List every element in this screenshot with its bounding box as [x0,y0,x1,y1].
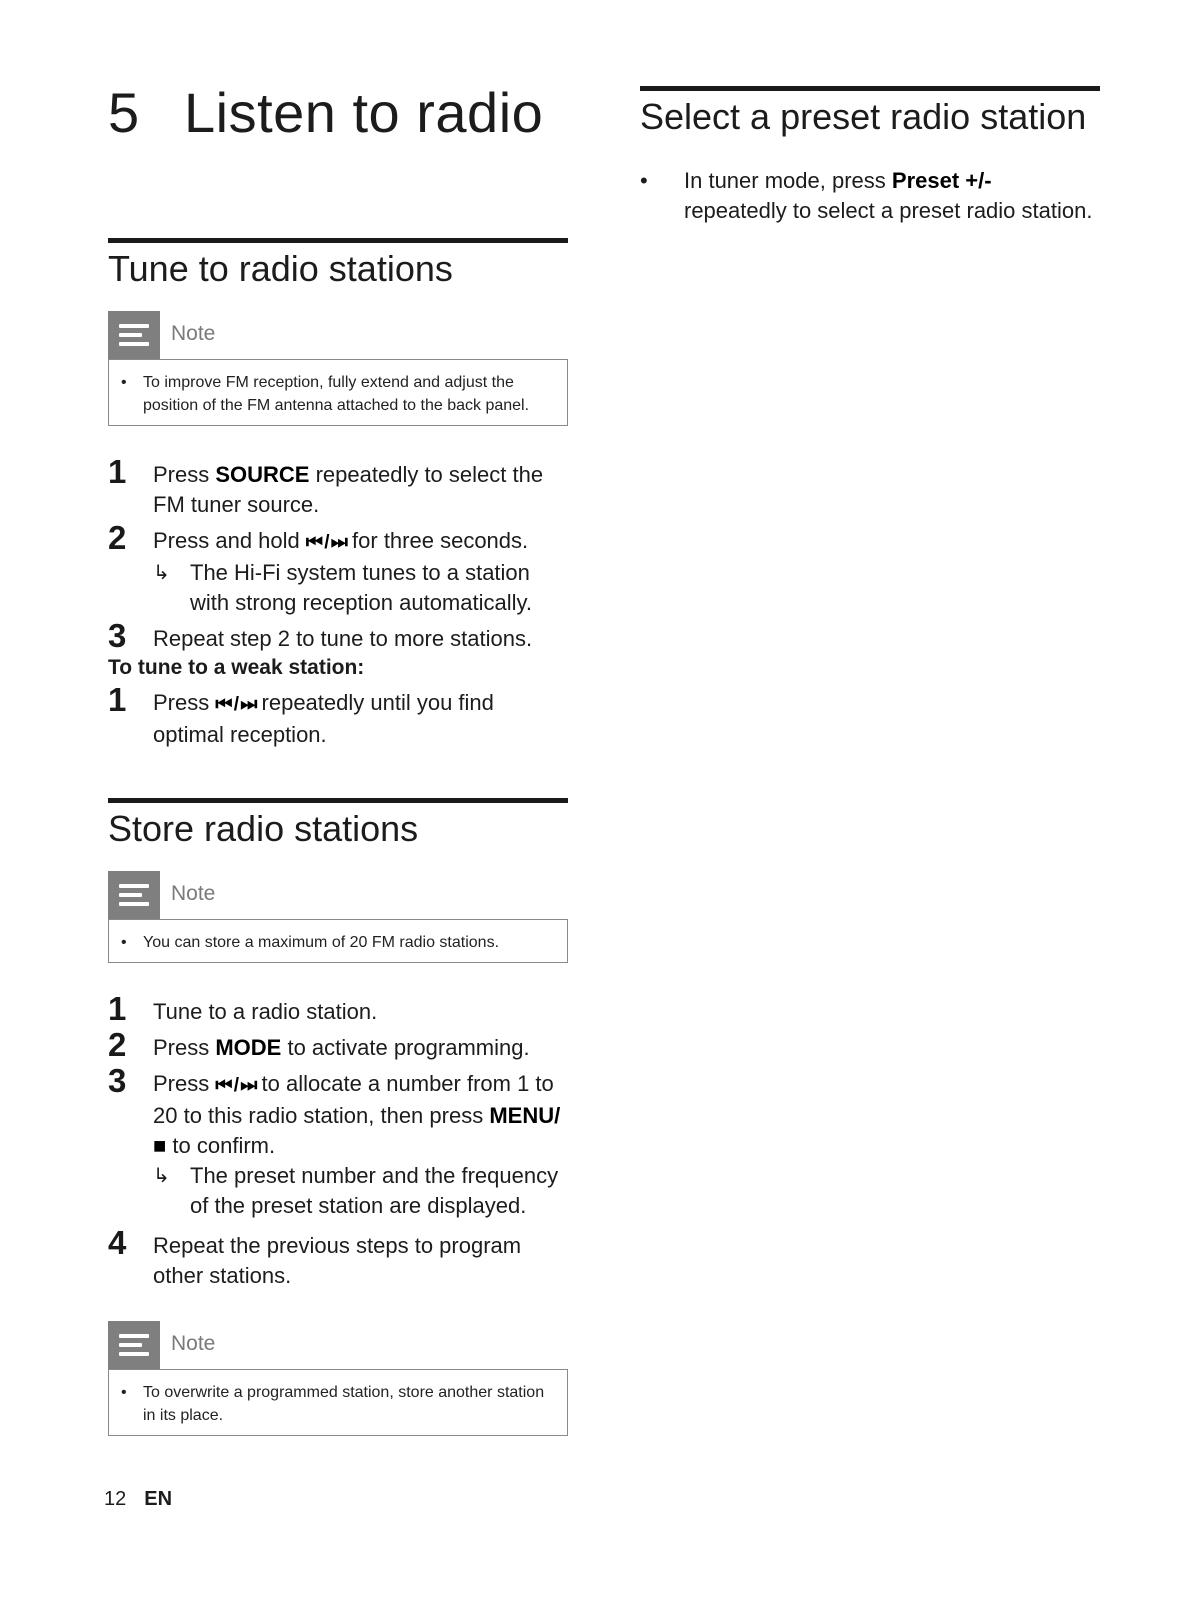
weak-station-heading: To tune to a weak station: [108,656,365,679]
step-text: Tune to a radio station. [153,999,378,1024]
section-rule-tune [108,238,568,243]
preset-instruction [640,166,1100,226]
language-code: EN [144,1488,173,1510]
section-rule-store [108,798,568,803]
note-text: To overwrite a programmed station, store another station in its place. [143,1384,545,1424]
note-box-tune [108,311,568,426]
section-title-tune: Tune to radio stations [108,248,453,289]
step-text: repeatedly to select the FM tuner source. [153,462,544,517]
step-number: 4 [108,1224,127,1261]
step-text: to confirm. [166,1133,276,1158]
note-header [108,1321,568,1369]
result-text: The Hi-Fi system tunes to a station with strong reception automatically. [190,560,532,615]
note-label: Note [171,1332,216,1355]
step-item [108,1224,568,1291]
step-text: for three seconds. [345,528,529,553]
step-text: Press [153,462,216,487]
step-item [108,617,568,654]
step-number: 3 [108,617,127,654]
step-text: to allocate a number from 1 to 20 to this radio station, then press [153,1071,554,1128]
note-body [108,1369,568,1436]
source-button-label: SOURCE [215,462,310,487]
step-item [108,519,568,618]
note-body [108,919,568,963]
result-text: The preset number and the frequency of the preset station are displayed. [190,1163,559,1218]
step-item [108,990,568,1027]
step-item [108,1062,568,1221]
section-rule-preset [640,86,1100,91]
chapter-title [108,80,543,145]
stop-icon: ■ [153,1133,167,1158]
step-number: 1 [108,990,127,1027]
store-steps [108,990,568,1297]
step-text: Press and hold [153,528,306,553]
preset-text: repeatedly to select a preset radio station. [684,198,1093,223]
note-icon [108,1321,160,1369]
note-text: You can store a maximum of 20 FM radio stations. [143,934,500,951]
step-number: 3 [108,1062,127,1099]
step-item [108,681,568,750]
step-item [108,1026,568,1063]
note-header [108,311,568,359]
preset-button-label: Preset +/- [891,168,992,193]
note-body [108,359,568,426]
note-box-store-1 [108,871,568,963]
step-number: 1 [108,681,127,718]
note-label: Note [171,322,216,345]
section-title-preset: Select a preset radio station [640,96,1087,137]
note-bullet: • [121,374,127,391]
note-icon [108,311,160,359]
step-text: to activate programming. [281,1035,530,1060]
step-item [108,453,568,520]
page-number: 12 [104,1488,127,1510]
step-text: Press [153,1071,216,1096]
note-bullet: • [121,1384,127,1401]
step-text: Press [153,1035,216,1060]
step-text: Repeat step 2 to tune to more stations. [153,626,533,651]
preset-bullet: • [640,168,648,193]
prev-next-icon: ⏮ / ⏭ [215,694,256,715]
mode-button-label: MODE [215,1035,282,1060]
note-label: Note [171,882,216,905]
menu-button-label: MENU/ [489,1103,561,1128]
step-number: 2 [108,1026,127,1063]
step-number: 2 [108,519,127,556]
tune-steps [108,453,568,756]
chapter-number: 5 [108,81,140,144]
step-text: repeatedly until you find optimal reception. [153,690,494,747]
preset-text: In tuner mode, press [684,168,892,193]
step-text: Press [153,690,216,715]
result-arrow-icon: ↳ [153,562,170,584]
prev-next-icon: ⏮ / ⏭ [305,532,346,553]
section-title-store: Store radio stations [108,808,419,849]
step-text: Repeat the previous steps to program other stations. [153,1233,522,1288]
note-header [108,871,568,919]
prev-next-icon: ⏮ / ⏭ [215,1075,256,1096]
note-box-store-2 [108,1321,568,1436]
step-result [153,558,568,618]
note-text: To improve FM reception, fully extend and adjust the position of the FM antenna attached to the back panel. [143,374,530,414]
chapter-title-text: Listen to radio [184,81,544,144]
note-icon [108,871,160,919]
step-result [153,1161,568,1221]
page-footer [104,1488,172,1511]
step-number: 1 [108,453,127,490]
result-arrow-icon: ↳ [153,1165,170,1187]
note-bullet: • [121,934,127,951]
